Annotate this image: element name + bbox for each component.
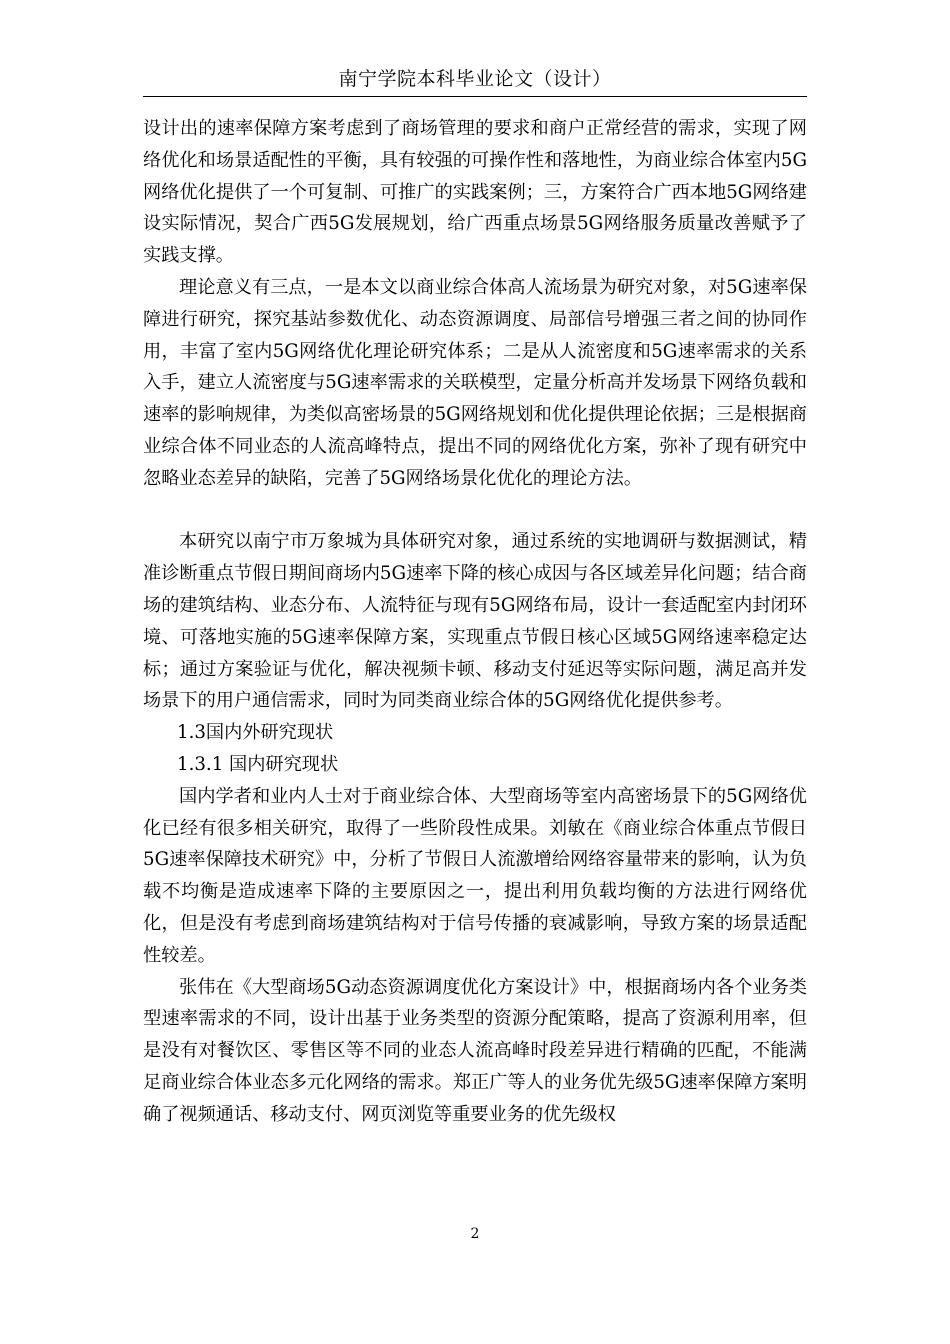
page-number: 2 — [470, 1226, 480, 1242]
page-header — [143, 62, 807, 97]
paragraph-spacer — [143, 495, 807, 527]
header-title: 南宁学院本科毕业论文（设计） — [338, 68, 612, 90]
section-heading: 1.3国内外研究现状 — [177, 722, 334, 744]
paragraph-domestic-research-1: 国内学者和业内人士对于商业综合体、大型商场等室内高密场景下的5G网络优化已经有很多相关研究，取得了一些阶段性成果。刘敏在《商业综合体重点节假日5G速率保障技术研究》中，分析了节假日人流激增给网络容量带来的影响，认为负载不均衡是造成速率下降的主要原因之一，提出利用负载均衡的方法进行网络优化，但是没有考虑到商场建筑结构对于信号传播的衰减影响，导致方案的场景适配性较差。 — [143, 785, 807, 966]
paragraph-domestic-research-2: 张伟在《大型商场5G动态资源调度优化方案设计》中，根据商场内各个业务类型速率需求的不同，设计出基于业务类型的资源分配策略，提高了资源利用率，但是没有对餐饮区、零售区等不同的业态人流高峰时段差异进行精确的匹配，不能满足商业综合体业态多元化网络的需求。郑正广等人的业务优先级5G速率保障方案明确了视频通话、移动支付、网页浏览等重要业务的优先级权 — [143, 976, 807, 1125]
paragraph-research-objective: 本研究以南宁市万象城为具体研究对象，通过系统的实地调研与数据测试，精准诊断重点节假日期间商场内5G速率下降的核心成因与各区域差异化问题；结合商场的建筑结构、业态分布、人流特征与现有5G网络布局，设计一套适配室内封闭环境、可落地实施的5G速率保障方案，实现重点节假日核心区域5G网络速率稳定达标；通过方案验证与优化，解决视频卡顿、移动支付延迟等实际问题，满足高并发场景下的用户通信需求，同时为同类商业综合体的5G网络优化提供参考。 — [143, 531, 807, 712]
paragraph-theoretical-significance: 理论意义有三点，一是本文以商业综合体高人流场景为研究对象，对5G速率保障进行研究，探究基站参数优化、动态资源调度、局部信号增强三者之间的协同作用，丰富了室内5G网络优化理论研究体系；二是从人流密度和5G速率需求的关系入手，建立人流密度与5G速率需求的关联模型，定量分析高并发场景下网络负载和速率的影响规律，为类似高密场景的5G网络规划和优化提供理论依据；三是根据商业综合体不同业态的人流高峰特点，提出不同的网络优化方案，弥补了现有研究中忽略业态差异的缺陷，完善了5G网络场景化优化的理论方法。 — [143, 276, 807, 489]
document-body — [143, 113, 807, 1131]
paragraph-practical-significance-end: 设计出的速率保障方案考虑到了商场管理的要求和商户正常经营的需求，实现了网络优化和场景适配性的平衡，具有较强的可操作性和落地性，为商业综合体室内5G网络优化提供了一个可复制、可推广的实践案例；三，方案符合广西本地5G网络建设实际情况，契合广西5G发展规划，给广西重点场景5G网络服务质量改善赋予了实践支撑。 — [143, 118, 807, 267]
subsection-heading: 1.3.1 国内研究现状 — [177, 753, 339, 775]
